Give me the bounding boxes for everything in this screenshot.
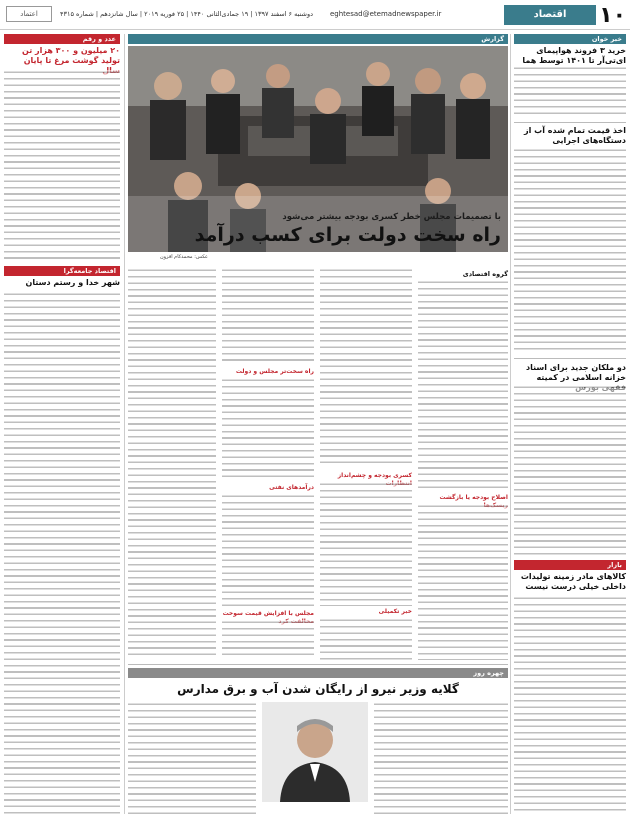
divider [128,664,508,665]
right-story-2-body [514,148,626,354]
lead-column-2b [320,482,412,606]
lead-subhead-4: مجلس با افزایش قیمت سوخت [222,610,314,617]
lead-subhead-3: درآمدهای نفتی [269,484,314,491]
photo-credit: عکس: محمدکام افزون [159,254,208,260]
bottom-photo [262,702,368,802]
lead-subhead-2: راه سخت‌تر مجلس و دولت [235,368,314,375]
divider [514,358,626,359]
left-story-1-title: ۲۰ میلیون و ۳۰۰ هزار تن تولید گوشت مرغ تا پایان [22,46,120,65]
column-rule [510,34,511,814]
lead-column-3c [222,494,314,606]
bottom-headline: گلایه وزیر نیرو از رایگان شدن آب و برق مدارس [177,682,459,696]
lead-tag: گزارش [128,34,508,44]
right-story-1-body [514,66,626,118]
lead-kicker: با تصمیمات مجلس خطر کسری بودجه بیشتر می‌شود [282,212,501,222]
right-story-3-body [514,385,626,557]
lead-column-2c [320,618,412,660]
minister-portrait-icon [262,702,368,802]
left-column-tag-2: اقتصاد جامعه‌گرا [4,266,120,276]
divider [514,122,626,123]
right-story-3-title: دو ملکان جدید برای اسناد خزانه اسلامی در کمیته [526,363,626,382]
right-story-4-title: کالاهای مادر زمینه تولیدات داخلی خیلی درست نیست [520,572,626,591]
lead-byline: گروه اقتصادی [462,270,508,278]
right-story-2-title: اخذ قیمت تمام شده آب از دستگاه‌های اجرایی [524,126,626,145]
right-story-1-title: خرید ۳ فروند هواپیمای ای‌تی‌آر تا ۱۴۰۱ توسط هما [522,46,626,65]
lead-column-2 [320,268,412,468]
bottom-body-right [374,702,508,814]
lead-column-3b [222,378,314,480]
newspaper-logo: اعتماد [6,6,52,22]
dateline: دوشنبه ۶ اسفند ۱۳۹۷ | ۱۹ جمادی‌الثانی ۱۴۴۰ | ۲۵ فوریه ۲۰۱۹ | سال شانزدهم | شماره ۴۳۱۵ [60,10,314,18]
lead-column-1 [418,280,508,490]
lead-headline: راه سخت دولت برای کسب درآمد [194,224,501,246]
lead-column-1b [418,504,508,660]
bottom-body-left [128,702,256,814]
left-story-2-body [4,292,120,814]
bottom-tag: چهره روز [128,668,508,678]
left-column-tag: عدد و رقم [4,34,120,44]
section-label: اقتصاد [504,5,596,25]
page-number: ۱۰ [599,3,626,28]
lead-column-4 [128,268,216,660]
right-column-tag: خبر خوان [514,34,626,44]
lead-subhead-1: کسری بودجه و چشم‌انداز [337,472,412,479]
lead-subhead-5: اصلاح بودجه یا بازگشت [439,494,508,501]
left-story-2-title: شهر خدا و رستم دستان [25,278,120,287]
left-story-1-body [4,70,120,262]
lead-subhead-6: خبر تکمیلی [378,608,412,615]
section-email: eghtesad@etemadnewspaper.ir [330,10,442,18]
right-story-4-body [514,596,626,814]
column-rule [124,34,125,814]
lead-column-3 [222,268,314,364]
lead-column-3d [222,620,314,660]
right-column-tag-2: بازار [514,560,626,570]
